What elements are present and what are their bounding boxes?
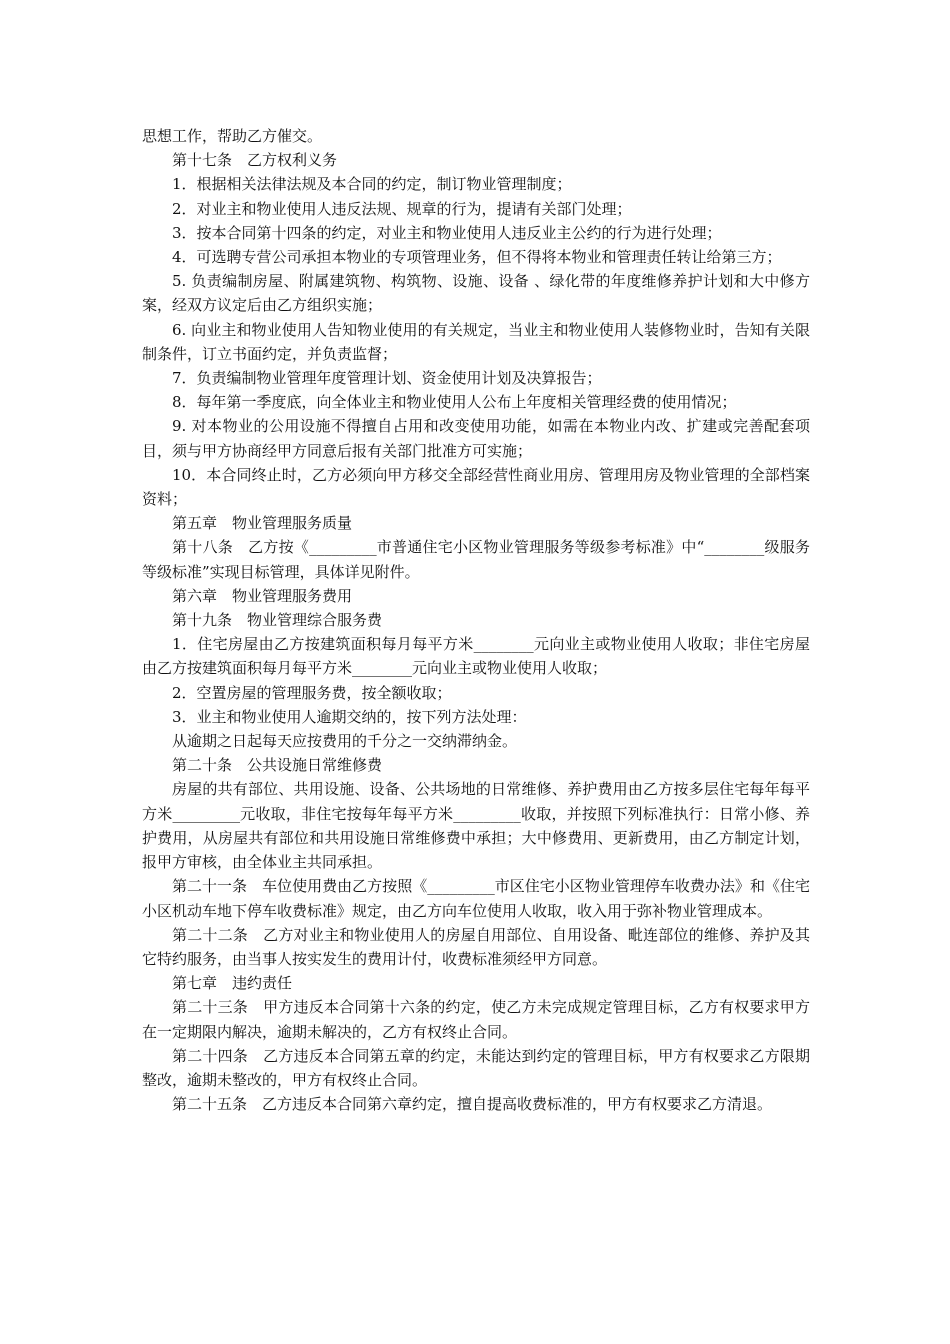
paragraph: 第二十四条 乙方违反本合同第五章的约定，未能达到约定的管理目标，甲方有权要求乙方限期整改，逾期未整改的，甲方有权终止合同。 [142, 1046, 810, 1089]
paragraph: 第二十一条 车位使用费由乙方按照《_________市区住宅小区物业管理停车收费办法》和《住宅小区机动车地下停车收费标准》规定，由乙方向车位使用人收取，收入用于弥补物业管理成本。 [142, 877, 810, 920]
paragraph: 第十九条 物业管理综合服务费 [172, 611, 383, 630]
paragraph: 房屋的共有部位、共用设施、设备、公共场地的日常维修、养护费用由乙方按多层住宅每年每平方米_________元收取，非住宅按每年每平方米_________收取，并按照下列标准执行：日常小修、养护费用，从房屋共有部位和共用设施日常维修费中承担；大中修费用、更新费用，由乙方制定计划，报甲方审核，由全体业主共同承担。 [142, 780, 810, 872]
paragraph: 6. 向业主和物业使用人告知物业使用的有关规定，当业主和物业使用人装修物业时，告知有关限制条件，订立书面约定，并负责监督； [142, 320, 810, 363]
paragraph: 1．住宅房屋由乙方按建筑面积每月每平方米________元向业主或物业使用人收取；非住宅房屋由乙方按建筑面积每月每平方米________元向业主或物业使用人收取； [142, 635, 810, 678]
paragraph: 第二十二条 乙方对业主和物业使用人的房屋自用部位、自用设备、毗连部位的维修、养护及其它特约服务，由当事人按实发生的费用计付，收费标准须经甲方同意。 [142, 925, 810, 968]
paragraph: 第十八条 乙方按《_________市普通住宅小区物业管理服务等级参考标准》中“________级服务等级标准”实现目标管理，具体详见附件。 [142, 538, 810, 581]
paragraph: 8．每年第一季度底，向全体业主和物业使用人公布上年度相关管理经费的使用情况； [172, 393, 737, 412]
paragraph: 第二十条 公共设施日常维修费 [172, 756, 383, 775]
paragraph: 思想工作，帮助乙方催交。 [142, 127, 323, 145]
paragraph: 9. 对本物业的公用设施不得擅自占用和改变使用功能，如需在本物业内改、扩建或完善配套项目，须与甲方协商经甲方同意后报有关部门批准方可实施； [142, 417, 810, 460]
paragraph: 第二十三条 甲方违反本合同第十六条的约定，使乙方未完成规定管理目标，乙方有权要求甲方在一定期限内解决，逾期未解决的，乙方有权终止合同。 [142, 998, 810, 1041]
paragraph: 3．业主和物业使用人逾期交纳的，按下列方法处理： [172, 707, 527, 726]
paragraph: 1．根据相关法律法规及本合同的约定，制订物业管理制度； [172, 175, 572, 194]
paragraph: 从逾期之日起每天应按费用的千分之一交纳滞纳金。 [172, 732, 518, 751]
paragraph: 7．负责编制物业管理年度管理计划、资金使用计划及决算报告； [172, 369, 602, 388]
paragraph: 5. 负责编制房屋、附属建筑物、构筑物、设施、设备 、绿化带的年度维修养护计划和大中修方案，经双方议定后由乙方组织实施； [142, 272, 810, 315]
paragraph: 4．可选聘专营公司承担本物业的专项管理业务，但不得将本物业和管理责任转让给第三方； [172, 248, 782, 267]
paragraph: 2．空置房屋的管理服务费，按全额收取； [172, 683, 452, 702]
paragraph: 2．对业主和物业使用人违反法规、规章的行为，提请有关部门处理； [172, 199, 632, 218]
paragraph: 第二十五条 乙方违反本合同第六章约定，擅自提高收费标准的，甲方有权要求乙方清退。 [172, 1095, 773, 1114]
paragraph: 3．按本合同第十四条的约定，对业主和物业使用人违反业主公约的行为进行处理； [172, 223, 722, 242]
paragraph: 第七章 违约责任 [172, 974, 293, 993]
paragraph: 第五章 物业管理服务质量 [172, 514, 353, 533]
paragraph: 第十七条 乙方权利义务 [172, 151, 338, 170]
paragraph: 10．本合同终止时，乙方必须向甲方移交全部经营性商业用房、管理用房及物业管理的全部档案资料； [142, 465, 810, 509]
paragraph: 第六章 物业管理服务费用 [172, 586, 353, 605]
